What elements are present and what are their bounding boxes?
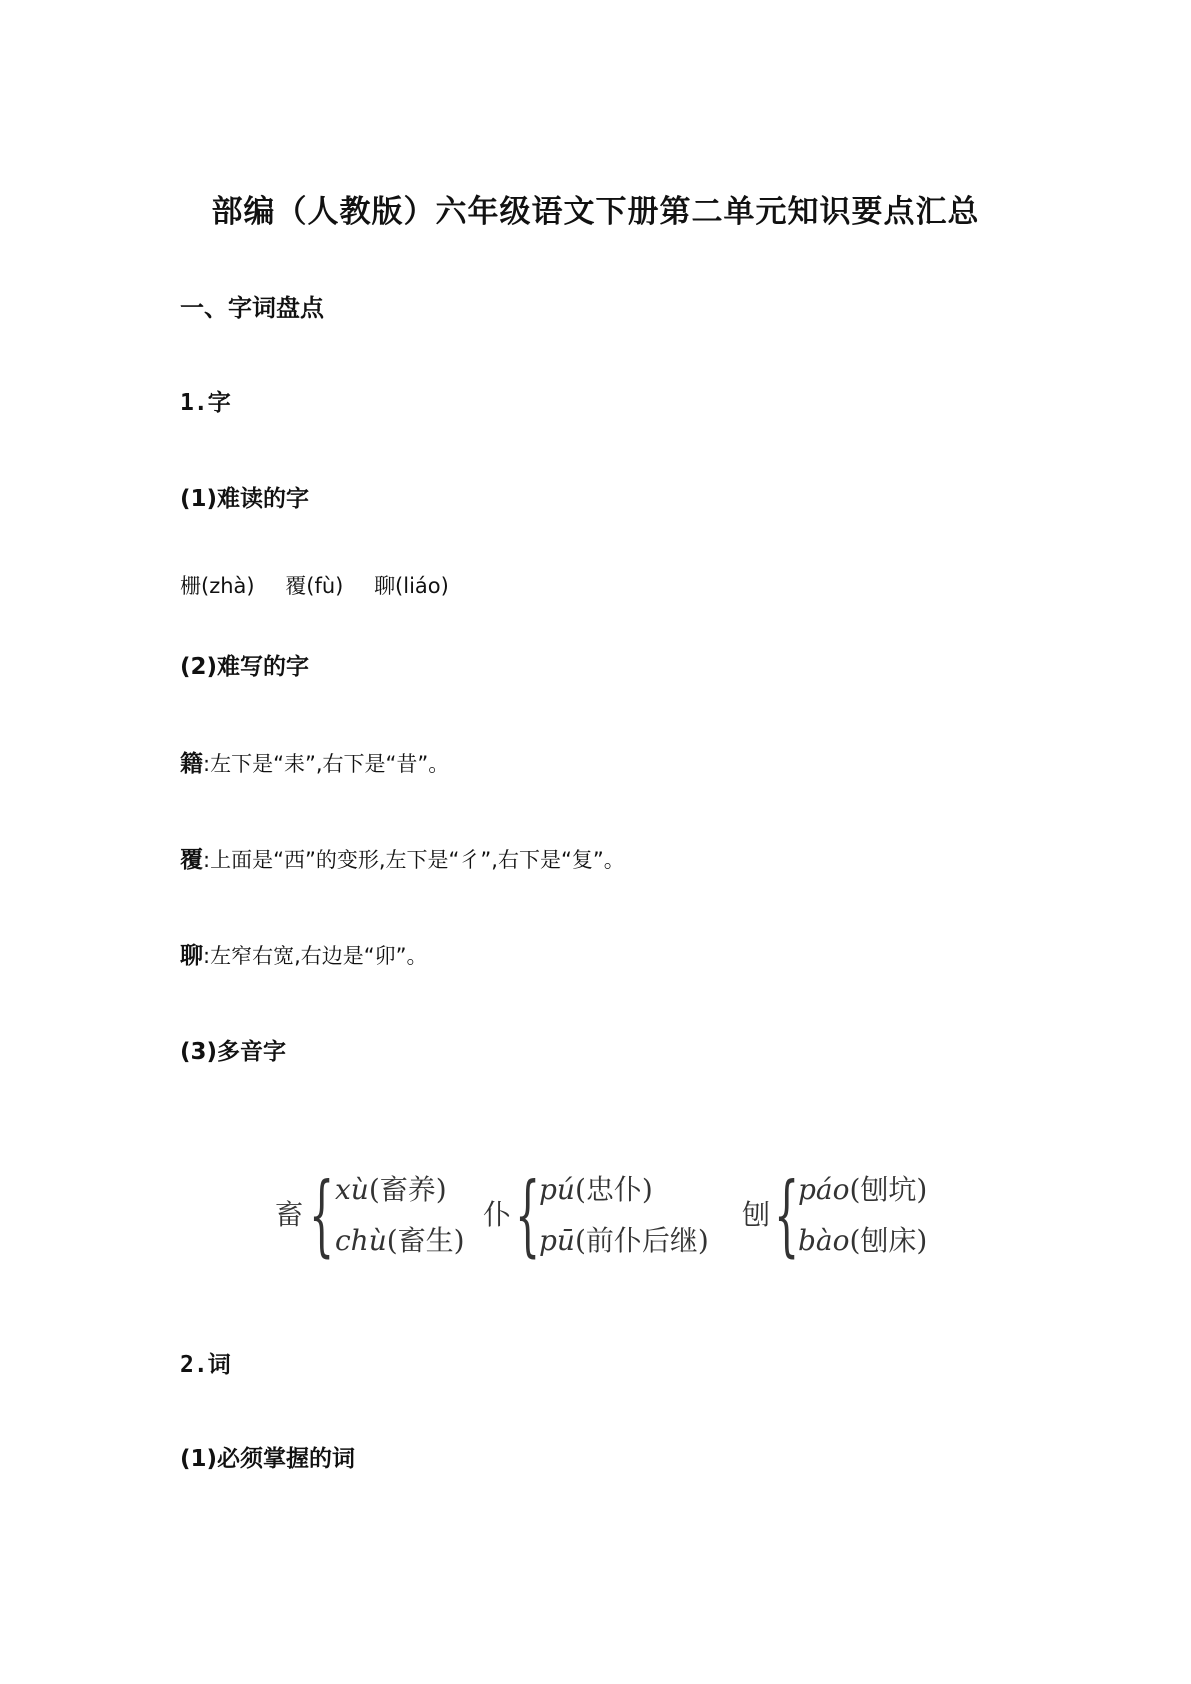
heading-hard-to-write: (2)难写的字 (180, 654, 310, 680)
hard-to-read-item: 栅(zhà) (180, 574, 255, 598)
polyphone-figure (0, 1165, 1191, 1275)
subheading-words: 2.词 (180, 1352, 231, 1378)
brace-icon: { (515, 1163, 541, 1266)
page-title: 部编（人教版）六年级语文下册第二单元知识要点汇总 (211, 194, 980, 230)
polyphone-reading: chù(畜生) (335, 1224, 465, 1257)
hard-to-write-item (180, 841, 625, 874)
polyphone-char: 畜 (275, 1198, 304, 1231)
polyphone-reading: pú(忠仆) (539, 1173, 653, 1206)
hard-to-read-item: 聊(liáo) (374, 574, 449, 598)
section-heading-words: 一、字词盘点 (180, 294, 324, 322)
subheading-characters: 1.字 (180, 390, 231, 416)
brace-icon: { (309, 1163, 335, 1266)
hard-to-read-item: 覆(fù) (285, 574, 344, 598)
heading-polyphones: (3)多音字 (180, 1039, 287, 1065)
hard-to-write-char: 籍 (180, 751, 203, 777)
hard-to-write-desc: :左窄右宽,右边是“卯”。 (203, 944, 428, 968)
hard-to-read-list (180, 570, 449, 600)
hard-to-write-item (180, 745, 449, 778)
hard-to-write-char: 聊 (180, 943, 203, 969)
heading-hard-to-read: (1)难读的字 (180, 486, 310, 512)
polyphone-char: 仆 (483, 1198, 512, 1231)
polyphone-reading: páo(刨坑) (798, 1173, 928, 1206)
polyphone-reading: bào(刨床) (798, 1224, 928, 1257)
hard-to-write-item (180, 937, 428, 970)
hard-to-write-desc: :上面是“西”的变形,左下是“彳”,右下是“复”。 (203, 848, 625, 872)
heading-must-master-words: (1)必须掌握的词 (180, 1446, 356, 1472)
hard-to-write-desc: :左下是“耒”,右下是“昔”。 (203, 752, 450, 776)
polyphone-reading: xù(畜养) (335, 1173, 447, 1206)
polyphone-char: 刨 (742, 1198, 771, 1231)
polyphone-reading: pū(前仆后继) (539, 1224, 709, 1257)
hard-to-write-char: 覆 (180, 847, 203, 873)
brace-icon: { (774, 1163, 800, 1266)
